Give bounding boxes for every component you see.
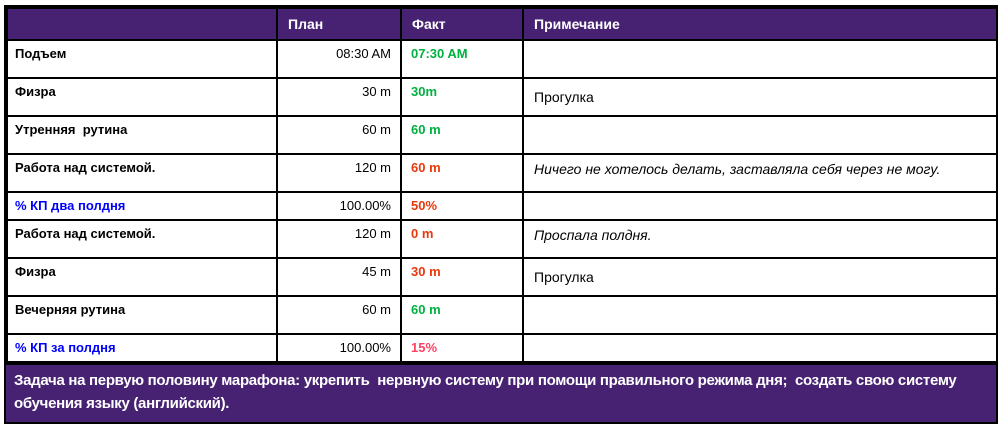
task-label: % КП два полдня xyxy=(7,192,277,220)
plan-value: 45 m xyxy=(277,258,401,296)
header-cell-task xyxy=(7,8,277,40)
note-text xyxy=(523,296,997,334)
header-row xyxy=(7,8,997,40)
plan-value: 100.00% xyxy=(277,334,401,362)
task-label: Утренняя рутина xyxy=(7,116,277,154)
plan-value: 100.00% xyxy=(277,192,401,220)
header-cell-note: Примечание xyxy=(523,8,997,40)
table-row xyxy=(7,258,997,296)
fact-value: 50% xyxy=(401,192,523,220)
plan-value: 120 m xyxy=(277,154,401,192)
table-row xyxy=(7,296,997,334)
note-text xyxy=(523,40,997,78)
note-text: Ничего не хотелось делать, заставляла себя через не могу. xyxy=(523,154,997,192)
fact-value: 07:30 AM xyxy=(401,40,523,78)
task-label: % КП за полдня xyxy=(7,334,277,362)
schedule-sheet xyxy=(4,5,998,424)
footer-note: Задача на первую половину марафона: укрепить нервную систему при помощи правильного режима дня; создать свою систему обучения языку (английский). xyxy=(6,363,996,422)
table-row xyxy=(7,220,997,258)
table-row xyxy=(7,192,997,220)
plan-value: 120 m xyxy=(277,220,401,258)
fact-value: 0 m xyxy=(401,220,523,258)
plan-value: 30 m xyxy=(277,78,401,116)
table-row xyxy=(7,116,997,154)
task-label: Подъем xyxy=(7,40,277,78)
fact-value: 15% xyxy=(401,334,523,362)
task-label: Работа над системой. xyxy=(7,220,277,258)
plan-value: 60 m xyxy=(277,116,401,154)
schedule-table xyxy=(6,7,998,363)
note-text xyxy=(523,116,997,154)
table-row xyxy=(7,40,997,78)
note-text: Прогулка xyxy=(523,258,997,296)
task-label: Работа над системой. xyxy=(7,154,277,192)
header-cell-fact: Факт xyxy=(401,8,523,40)
table-row xyxy=(7,78,997,116)
plan-value: 08:30 AM xyxy=(277,40,401,78)
task-label: Физра xyxy=(7,258,277,296)
note-text: Проспала полдня. xyxy=(523,220,997,258)
fact-value: 60 m xyxy=(401,296,523,334)
header-cell-plan: План xyxy=(277,8,401,40)
fact-value: 30m xyxy=(401,78,523,116)
task-label: Физра xyxy=(7,78,277,116)
table-row xyxy=(7,154,997,192)
note-text xyxy=(523,334,997,362)
note-text xyxy=(523,192,997,220)
fact-value: 60 m xyxy=(401,116,523,154)
fact-value: 60 m xyxy=(401,154,523,192)
plan-value: 60 m xyxy=(277,296,401,334)
fact-value: 30 m xyxy=(401,258,523,296)
note-text: Прогулка xyxy=(523,78,997,116)
table-row xyxy=(7,334,997,362)
task-label: Вечерняя рутина xyxy=(7,296,277,334)
